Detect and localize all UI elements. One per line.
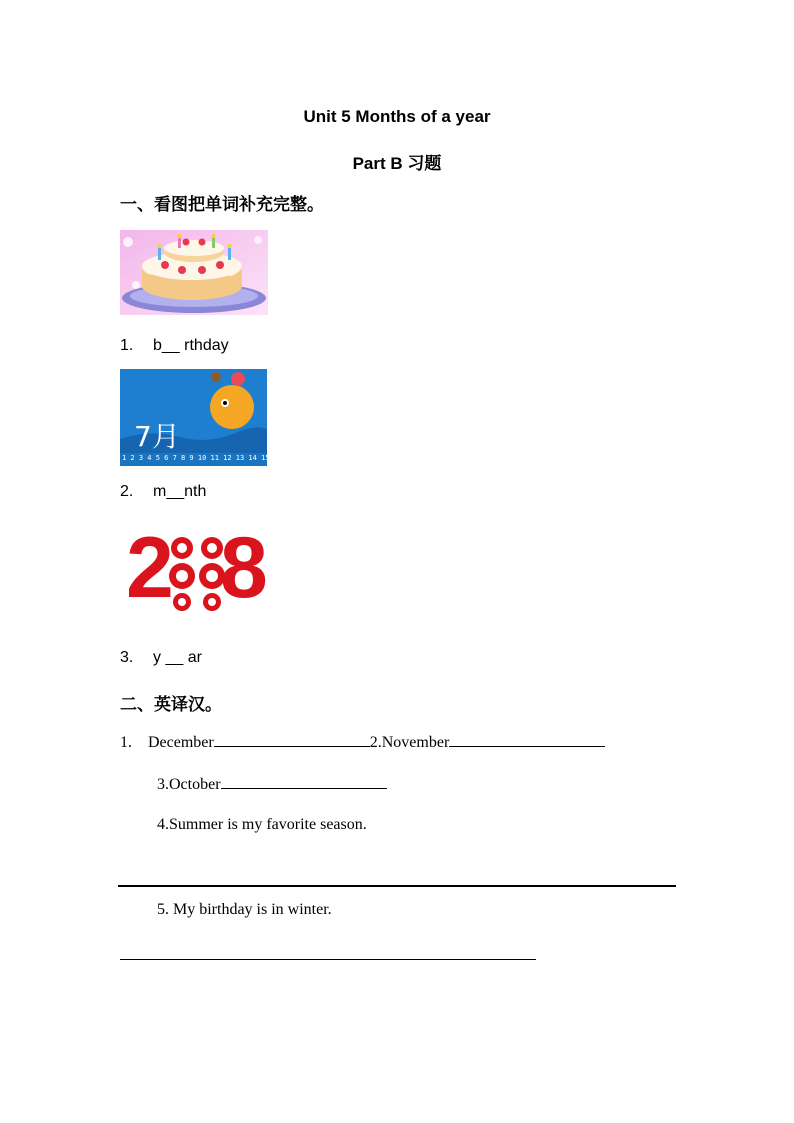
- answer-line-4[interactable]: [118, 885, 676, 887]
- list-item: 3. y __ ar: [120, 649, 202, 666]
- section-1-heading: 一、看图把单词补充完整。: [120, 195, 324, 215]
- question-3-word: 3.October: [157, 776, 221, 793]
- question-1-word: December: [148, 734, 214, 751]
- question-1-row: [120, 732, 605, 752]
- page-subtitle: Part B 习题: [352, 154, 442, 173]
- list-item: 2. m__nth: [120, 483, 207, 500]
- question-1-number: 1.: [120, 734, 132, 751]
- answer-blank-2[interactable]: [449, 732, 605, 747]
- birthday-cake-image: [120, 230, 268, 315]
- year-digit-2: 2: [126, 520, 174, 616]
- answer-blank-1[interactable]: [214, 732, 370, 747]
- section-2-heading: 二、英译汉。: [120, 695, 222, 715]
- year-digit-8: 8: [220, 520, 268, 616]
- year-2008-image: [122, 522, 272, 618]
- question-4-sentence: 4.Summer is my favorite season.: [157, 816, 367, 833]
- question-5-sentence: 5. My birthday is in winter.: [157, 901, 332, 918]
- list-item: 1. b__ rthday: [120, 337, 229, 354]
- question-3-row: [157, 774, 387, 794]
- calendar-month-label: 7月: [134, 420, 180, 453]
- calendar-month-image: [120, 369, 308, 466]
- answer-blank-3[interactable]: [221, 774, 387, 789]
- answer-line-5[interactable]: [120, 959, 536, 960]
- question-2-word: 2.November: [369, 734, 450, 751]
- calendar-days: 1 2 3 4 5 6 7 8 9 10 11 12 13 14 15 16 17 18: [122, 454, 308, 462]
- page-title: Unit 5 Months of a year: [303, 107, 491, 126]
